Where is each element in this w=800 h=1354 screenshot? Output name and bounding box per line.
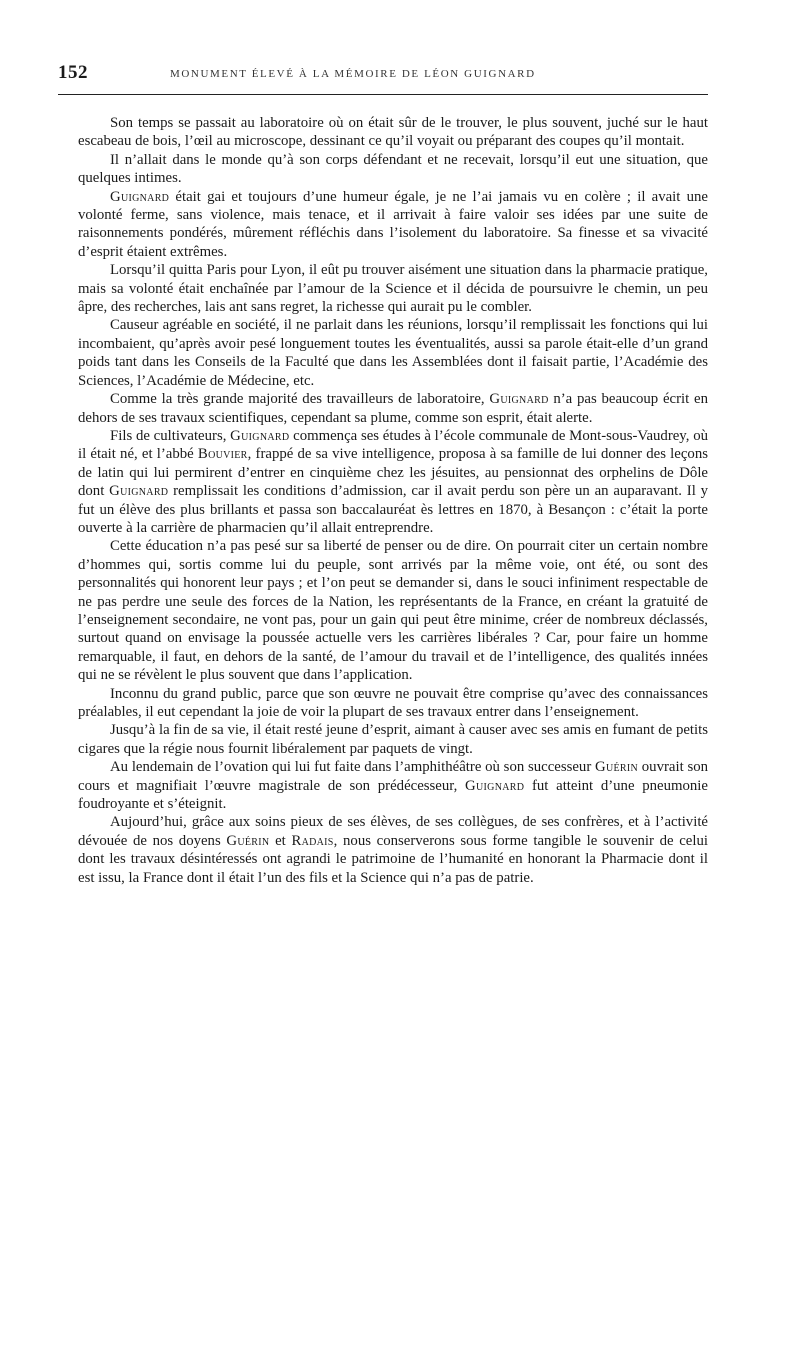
paragraph-6-text-a: Comme la très grande majorité des travailleurs de laboratoire, <box>110 391 490 408</box>
paragraph-6-text-b: n’a pas beaucoup écrit en dehors de ses travaux scientifiques, cependant sa plume, comme son esprit, était alerte. <box>78 391 708 426</box>
name-guignard: Guignard <box>465 777 525 794</box>
page-number: 152 <box>58 62 88 83</box>
body-text <box>78 114 708 887</box>
running-head <box>58 60 708 90</box>
name-guignard: Guignard <box>110 188 170 205</box>
paragraph-1: Son temps se passait au laboratoire où on était sûr de le trouver, le plus souvent, juché sur le haut escabeau de bois, l’œil au microscope, dessinant ce qu’il voyait ou préparant des coupes qu’il montait. <box>78 115 708 150</box>
name-guignard: Guignard <box>109 483 169 500</box>
paragraph-7-text-a: Fils de cultivateurs, <box>110 427 231 444</box>
paragraph-12-text-a: Aujourd’hui, grâce aux soins pieux de ses élèves, de ses collègues, de ses confrères, et à l’activité dévouée de nos doyens <box>78 814 708 849</box>
name-guignard: Guignard <box>230 427 290 444</box>
paragraph-5: Causeur agréable en société, il ne parlait dans les réunions, lorsqu’il remplissait les fonctions qui lui incombaient, qu’après avoir pesé longuement toutes les éventualités, aussi sa parole était-elle d’un grand poids tant dans les Conseils de la Faculté que dans les Assemblées dont il faisait partie, l’Académie des Sciences, l’Académie de Médecine, etc. <box>78 317 708 389</box>
paragraph-11-text-c: fut atteint d’une pneumonie foudroyante et s’éteignit. <box>78 777 708 813</box>
paragraph-3-text: était gai et toujours d’une humeur égale, je ne l’ai jamais vu en colère ; il avait une volonté ferme, sans violence, mais tenace, et il arrivait à faire valoir ses idées par une suite de raisonnements pondérés, mûrement réfléchis dans l’isolement du laboratoire. Sa finesse et sa vivacité d’esprit étaient extrêmes. <box>78 188 708 260</box>
paragraph-11-text-b: ouvrait son cours et magnifiait l’œuvre magistrale de son prédécesseur, <box>78 759 708 794</box>
paragraph-6 <box>78 390 708 427</box>
paragraph-12-text-c: , nous conserverons sous forme tangible le souvenir de celui dont les travaux désintéressés ont agrandi le patrimoine de l’humanité en honorant la Pharmacie dont il est issu, la France dont il était l’un des fils et la Science qui n’a pas de patrie. <box>78 832 708 886</box>
running-title: MONUMENT ÉLEVÉ À LA MÉMOIRE DE LÉON GUIGNARD <box>170 68 536 80</box>
paragraph-11-text-a: Au lendemain de l’ovation qui lui fut faite dans l’amphithéâtre où son successeur <box>110 759 595 776</box>
name-guerin: Guérin <box>595 759 639 776</box>
name-bouvier: Bouvier <box>197 446 248 463</box>
name-radais: Radais <box>291 832 334 849</box>
paragraph-7-text-b: commença ses études à l’école communale de Mont-sous-Vaudrey, où il était né, et l’abbé <box>78 427 708 463</box>
paragraph-3 <box>78 188 708 262</box>
paragraph-7-text-c: , frappé de sa vive intelligence, proposa à sa famille de lui donner des leçons de latin qui lui permirent d’entrer en cinquième chez les jésuites, au pensionnat des orphelins de Dôle dont <box>78 446 708 500</box>
paragraph-10: Jusqu’à la fin de sa vie, il était resté jeune d’esprit, aimant à causer avec ses amis en fumant de petits cigares que la régie nous fournit libéralement par paquets de vingt. <box>78 722 708 757</box>
paragraph-9: Inconnu du grand public, parce que son œuvre ne pouvait être comprise qu’avec des connaissances préalables, il eut cependant la joie de voir la plupart de ses travaux entrer dans l’enseignement. <box>78 685 708 720</box>
paragraph-8: Cette éducation n’a pas pesé sur sa liberté de penser ou de dire. On pourrait citer un certain nombre d’hommes qui, sortis comme lui du peuple, sont arrivés par la même voie, ont été, ou sont des personnalités qui honorent leur pays ; et l’on peut se demander si, dans le souci infiniment respectable de ne pas perdre une seule des forces de la Nation, les représentants de la France, en créant la gratuité de l’enseignement secondaire, ne vont pas, pour un gain qui peut être minime, créer de nombreux déclassés, surtout quand on envisage la poussée actuelle vers les carrières libérales ? Car, pour faire un homme remarquable, il faut, en dehors de la santé, de l’amour du travail et de l’intelligence, des qualités innées qui ne se révèlent le plus souvent que dans l’application. <box>78 538 708 684</box>
paragraph-12-text-b: et <box>269 832 292 849</box>
paragraph-12 <box>78 813 708 887</box>
name-guerin: Guérin <box>226 832 270 849</box>
paragraph-11 <box>78 758 708 813</box>
paragraph-7 <box>78 427 708 537</box>
paragraph-2: Il n’allait dans le monde qu’à son corps défendant et ne recevait, lorsqu’il eut une situation, que quelques intimes. <box>78 151 708 187</box>
name-guignard: Guignard <box>489 391 549 408</box>
header-rule <box>58 94 708 95</box>
paragraph-7-text-d: remplissait les conditions d’admission, car il avait perdu son père un an auparavant. Il y fut un élève des plus brillants et passa son baccalauréat ès lettres en 1870, à Besançon : c’était la porte ouverte à la carrière de pharmacien qu’il allait entreprendre. <box>78 483 709 536</box>
paragraph-4: Lorsqu’il quitta Paris pour Lyon, il eût pu trouver aisément une situation dans la pharmacie pratique, mais sa volonté était enchaînée par l’amour de la Science et il décida de poursuivre le chemin, un peu âpre, des recherches, lais ant sans regret, la richesse qui aurait pu le combler. <box>78 262 708 316</box>
